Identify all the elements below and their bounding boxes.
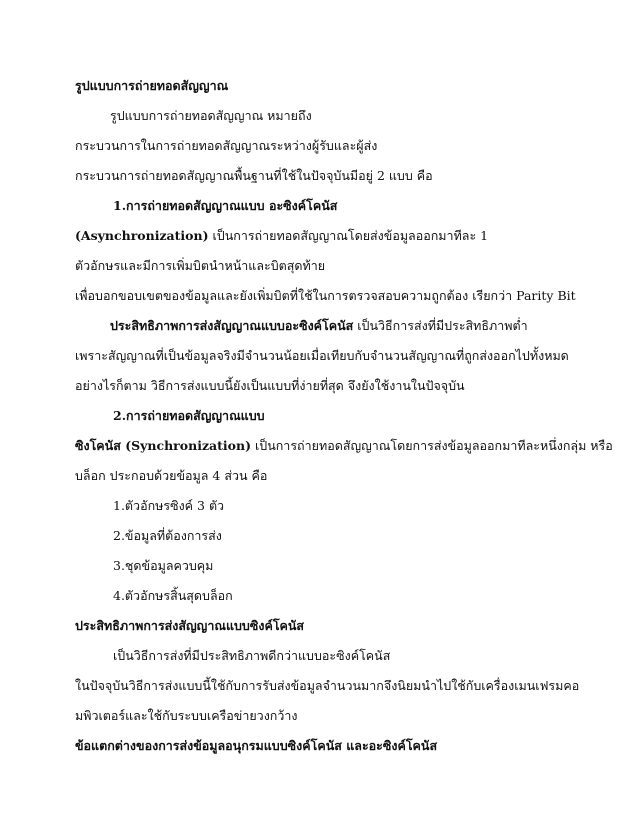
async-definition-text: เป็นการถ่ายทอดสัญญาณโดยส่งข้อมูลออกมาทีละ 1	[208, 228, 489, 243]
sync-definition-line-2: บล็อก ประกอบด้วยข้อมูล 4 ส่วน คือ	[75, 468, 268, 483]
sync-part-4: 4.ตัวอักษรสิ้นสุดบล็อก	[113, 588, 233, 603]
document-title: รูปแบบการถ่ายทอดสัญญาณ	[75, 78, 229, 93]
difference-heading: ข้อแตกต่างของการส่งข้อมูลอนุกรมแบบซิงค์โคนัส และอะซิงค์โคนัส	[75, 738, 438, 753]
intro-line-2: กระบวนการในการถ่ายทอดสัญญาณระหว่างผู้รับและผู้ส่ง	[75, 138, 378, 153]
sync-heading: 2.การถ่ายทอดสัญญาณแบบ	[113, 408, 265, 423]
async-definition-line-1	[75, 227, 488, 245]
sync-part-1: 1.ตัวอักษรซิงค์ 3 ตัว	[113, 498, 225, 513]
sync-definition-line-1	[75, 437, 613, 455]
sync-efficiency-line-2: ในปัจจุบันวิธีการส่งแบบนี้ใช้กับการรับส่งข้อมูลจำนวนมากจึงนิยมนำไปใช้กับเครื่องเมนเฟรมคอ	[75, 678, 580, 693]
async-efficiency-line-2: เพราะสัญญาณที่เป็นข้อมูลจริงมีจำนวนน้อยเมื่อเทียบกับจำนวนสัญญาณที่ถูกส่งออกไปทั้งหมด	[75, 348, 569, 363]
intro-line-3: กระบวนการถ่ายทอดสัญญาณพื้นฐานที่ใช้ในปัจจุบันมีอยู่ 2 แบบ คือ	[75, 168, 433, 183]
async-efficiency-line-3: อย่างไรก็ตาม วิธีการส่งแบบนี้ยังเป็นแบบที่ง่ายที่สุด จึงยังใช้งานในปัจจุบัน	[75, 378, 465, 393]
sync-definition-text: เป็นการถ่ายทอดสัญญาณโดยการส่งข้อมูลออกมาทีละหนึ่งกลุ่ม หรือ	[251, 438, 613, 453]
sync-efficiency-heading: ประสิทธิภาพการส่งสัญญาณแบบซิงค์โคนัส	[75, 618, 305, 633]
async-efficiency-label: ประสิทธิภาพการส่งสัญญาณแบบอะซิงค์โคนัส	[110, 318, 354, 333]
async-term: (Asynchronization)	[75, 228, 209, 243]
sync-efficiency-line-1: เป็นวิธีการส่งที่มีประสิทธิภาพดีกว่าแบบอะซิงค์โคนัส	[113, 648, 391, 663]
sync-efficiency-line-3: มพิวเตอร์และใช้กับระบบเครือข่ายวงกว้าง	[75, 708, 298, 723]
async-definition-line-2: ตัวอักษรและมีการเพิ่มบิตนำหน้าและบิตสุดท้าย	[75, 258, 326, 273]
sync-part-2: 2.ข้อมูลที่ต้องการส่ง	[113, 528, 222, 543]
async-definition-line-3: เพื่อบอกขอบเขตของข้อมูลและยังเพิ่มบิตที่ใช้ในการตรวจสอบความถูกต้อง เรียกว่า Parity Bit	[75, 288, 576, 303]
intro-line-1: รูปแบบการถ่ายทอดสัญญาณ หมายถึง	[110, 108, 312, 123]
async-efficiency-text: เป็นวิธีการส่งที่มีประสิทธิภาพต่ำ	[353, 318, 528, 333]
sync-part-3: 3.ชุดข้อมูลควบคุม	[113, 558, 214, 573]
async-efficiency-line-1	[110, 317, 528, 335]
async-heading: 1.การถ่ายทอดสัญญาณแบบ อะซิงค์โคนัส	[113, 198, 338, 213]
sync-term: ซิงโคนัส (Synchronization)	[75, 438, 252, 453]
